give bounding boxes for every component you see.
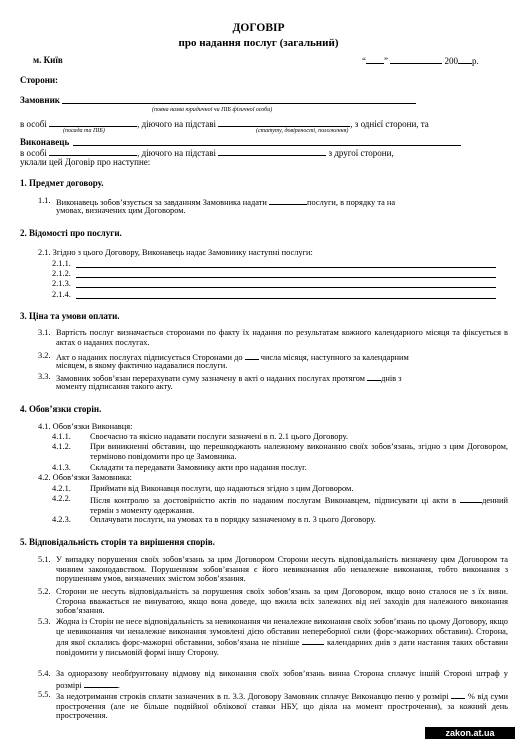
document-title: ДОГОВІР	[232, 22, 285, 34]
clause-5-3-number: 5.3.	[38, 617, 51, 626]
clause-4-1-1-number: 4.1.1.	[52, 432, 71, 441]
contract-date: “ ” 200 р.	[362, 56, 479, 66]
clause-4-1-3-text: Складати та передавати Замовнику акти про надання послуг.	[90, 463, 307, 472]
section-3-heading: 3. Ціна та умови оплати.	[20, 311, 120, 321]
concluded-text: уклали цей Договір про наступне:	[20, 157, 151, 167]
clause-3-3-number: 3.3.	[38, 372, 51, 381]
clause-5-1-text: У випадку порушення своїх зобов’язань за цим Договором Сторони несуть відповідальність визначену цим Договором та чинним законодавством. Порушенням зобов’язання є його невиконання або неналежне виконання, тобто виконання з порушенням умов, визначених змістом зобов’язання.	[56, 555, 508, 584]
service-item-1: 2.1.1.	[52, 259, 71, 268]
clause-3-3-line1: Замовник зобов’язан перерахувати суму зазначену в акті о наданих послугах протягом днів з	[56, 374, 402, 383]
section-4-heading: 4. Обов’язки сторін.	[20, 404, 102, 414]
customer-name-line	[62, 103, 416, 104]
clause-4-1-3-number: 4.1.3.	[52, 463, 71, 472]
clause-4-2-3-number: 4.2.3.	[52, 515, 71, 524]
city: м. Київ	[33, 55, 63, 65]
contractor-name-line	[73, 145, 461, 146]
clause-3-1-number: 3.1.	[38, 328, 51, 337]
section-1-heading: 1. Предмет договору.	[20, 178, 104, 188]
contractor-label: Виконавець	[20, 137, 70, 147]
customer-label: Замовник	[20, 95, 60, 105]
service-item-2: 2.1.2.	[52, 269, 71, 278]
service-item-1-line	[76, 267, 496, 268]
watermark: zakon.at.ua	[425, 727, 515, 739]
clause-4-1-2-text: При виникненні обставин, що перешкоджають належному виконанню своїх зобов’язань, згідно з цим Договором, терміново повідомити про це Замовника.	[90, 442, 508, 461]
service-item-4-line	[76, 298, 496, 299]
clause-5-2-text: Сторони не несуть відповідальність за порушення своїх зобов’язань за цим Договором, якщо воно сталося не з їх вини. Сторона вважається не винуватою, якщо вона доведе, що вжила всіх залежних від неї заходів для належного виконання зобов’язання.	[56, 587, 508, 616]
clause-5-4-number: 5.4.	[38, 669, 51, 678]
clause-3-2-line2: місяцем, в якому фактично надавалися послуги.	[56, 361, 228, 370]
status-hint: (статуту, довіреності, положення)	[256, 128, 349, 134]
position-hint: (посада та ПІБ)	[63, 128, 105, 134]
customer-hint: (повна назва юридичної чи ПІБ фізичної особи)	[152, 107, 273, 113]
clause-3-3-line2: моменту підписання такого акту.	[56, 382, 173, 391]
clause-1-1-line1: Виконавець зобов’язується за завданням Замовника надати послуги, в порядку та на	[56, 198, 396, 207]
clause-5-5-text: За недотримання строків сплати зазначених в п. 3.3. Договору Замовник сплачує Виконавцю пеню у розмірі % від суми прострочення (але не більше подвійної облікової ставки НБУ, що діяла на момент прострочення), за кожний день прострочення.	[56, 692, 509, 721]
customer-representative: в особі , діючого на підставі , з однієї сторони, та	[20, 119, 429, 129]
clause-4-1-2-number: 4.1.2.	[52, 442, 71, 451]
contractor-representative: в особі , діючого на підставі з другої сторони,	[20, 148, 394, 158]
clause-1-1-number: 1.1.	[38, 196, 51, 205]
clause-1-1-line2: умовах, визначених цим Договором.	[56, 206, 186, 215]
document-subtitle: про надання послуг (загальний)	[178, 37, 339, 49]
clause-4-2-1-text: Приймати від Виконавця послуги, що надаються згідно з цим Договором.	[90, 484, 354, 493]
clause-4-2-2-text: Після контролю за достовірністю актів по наданим послугам Виконавцем, підписувати ці акти в денний термін з моменту одержання.	[90, 496, 508, 515]
clause-2-1: 2.1. Згідно з цього Договору, Виконавець надає Замовнику наступні послуги:	[38, 248, 313, 257]
service-item-4: 2.1.4.	[52, 290, 71, 299]
clause-4-2-1-number: 4.2.1.	[52, 484, 71, 493]
service-item-3-line	[76, 287, 496, 288]
section-2-heading: 2. Відомості про послуги.	[20, 228, 122, 238]
clause-5-1-number: 5.1.	[38, 555, 51, 564]
clause-4-2: 4.2. Обов’язки Замовника:	[38, 473, 133, 482]
clause-3-2-line1: Акт о наданих послугах підписується Сторонами до числа місяця, наступного за календарним	[56, 353, 409, 362]
section-5-heading: 5. Відповідальність сторін та вирішення спорів.	[20, 537, 215, 547]
service-item-2-line	[76, 277, 496, 278]
clause-3-2-number: 3.2.	[38, 351, 51, 360]
sides-label: Сторони:	[20, 75, 59, 85]
clause-4-2-3-text: Оплачувати послуги, на умовах та в порядку зазначеному в п. 3 цього Договору.	[90, 515, 376, 524]
clause-3-1-text: Вартість послуг визначається сторонами по факту їх надання по результатам кожного календарного місяця та фіксується в актах о наданих послугах.	[56, 328, 508, 347]
clause-5-3-text: Жодна із Сторін не несе відповідальність за невиконання чи неналежне виконання своїх зобов’язань по цьому Договору, якщо це невиконання чи неналежне виконання зумовлені дією обставин непереборної сили (форс-мажорних обставин). Сторона, для якої склались форс-мажорні обставини, зобов’язана не пізніше календарних днів з дати настання таких обставин повідомити у письмовій формі іншу Сторону.	[56, 617, 508, 658]
clause-5-2-number: 5.2.	[38, 587, 51, 596]
clause-5-4-text: За одноразову необґрунтовану відмову від виконання своїх зобов’язань винна Сторона сплачує іншій Стороні штраф у розмірі .	[56, 669, 508, 690]
clause-4-2-2-number: 4.2.2.	[52, 494, 71, 503]
clause-4-1: 4.1. Обов’язки Виконавця:	[38, 422, 133, 431]
service-item-3: 2.1.3.	[52, 279, 71, 288]
clause-5-5-number: 5.5.	[38, 690, 51, 699]
clause-4-1-1-text: Своєчасно та якісно надавати послуги зазначені в п. 2.1 цього Договору.	[90, 432, 348, 441]
